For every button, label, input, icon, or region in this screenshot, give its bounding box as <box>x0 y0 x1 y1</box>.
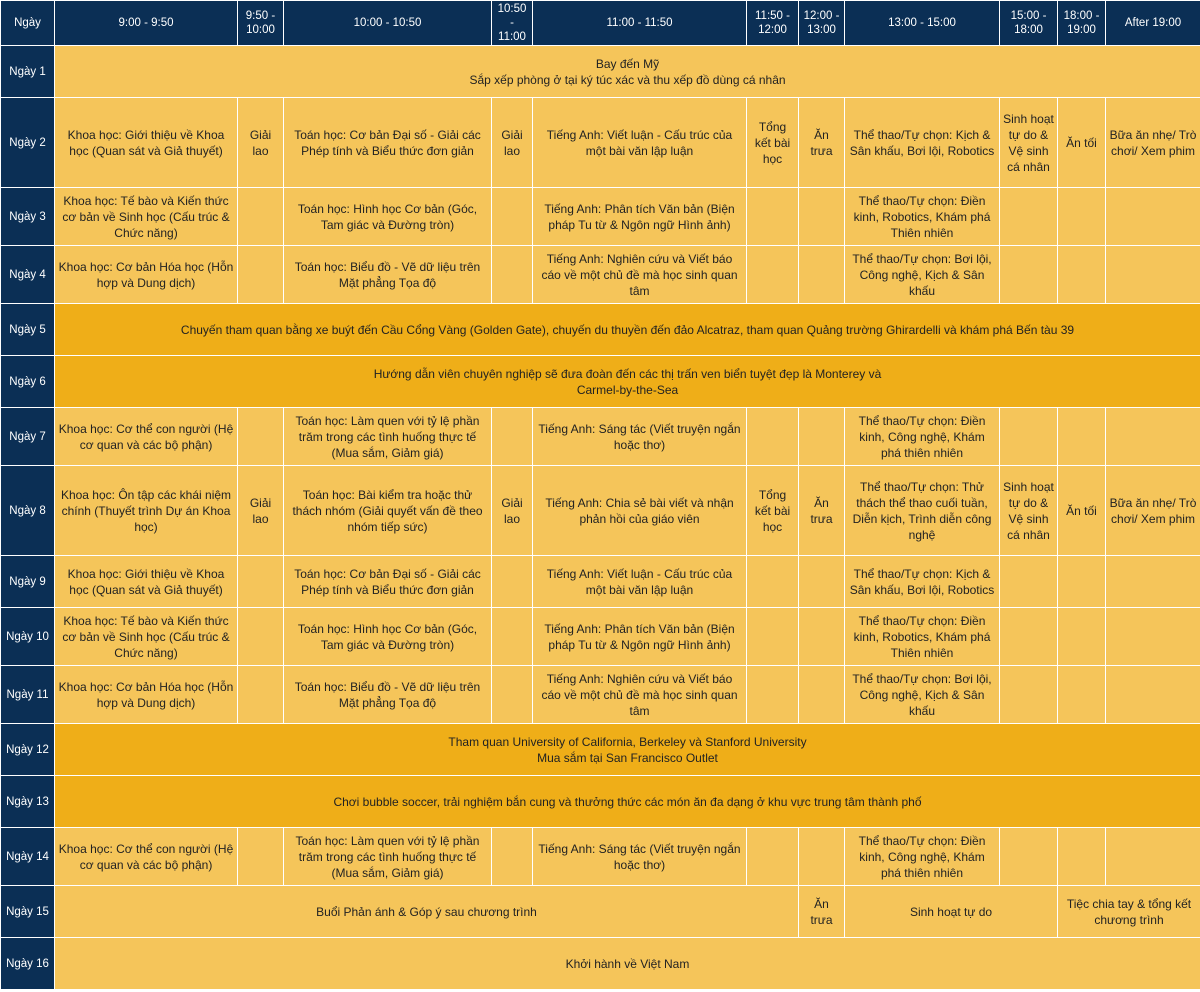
break-cell: Giải lao <box>492 98 533 188</box>
free-time-cell: Sinh hoạt tự do & Vệ sinh cá nhân <box>1000 98 1058 188</box>
arrival-line-1: Bay đến Mỹ <box>595 56 660 71</box>
header-slot: 9:50 - 10:00 <box>238 1 284 46</box>
day-label: Ngày 12 <box>1 724 55 776</box>
empty-cell <box>238 666 284 724</box>
empty-cell <box>1000 408 1058 466</box>
empty-cell <box>747 188 799 246</box>
empty-cell <box>799 666 845 724</box>
empty-cell <box>799 608 845 666</box>
math-cell: Toán học: Hình học Cơ bản (Góc, Tam giác và Đường tròn) <box>284 608 492 666</box>
free-time-cell: Sinh hoạt tự do & Vệ sinh cá nhân <box>1000 466 1058 556</box>
empty-cell <box>1106 246 1200 304</box>
empty-cell <box>492 188 533 246</box>
english-cell: Tiếng Anh: Phân tích Văn bản (Biện pháp Tu từ & Ngôn ngữ Hình ảnh) <box>533 188 747 246</box>
day-row-5 <box>1 304 1200 356</box>
break-cell: Giải lao <box>238 466 284 556</box>
science-cell: Khoa học: Cơ bản Hóa học (Hỗn hợp và Dung dịch) <box>55 666 238 724</box>
sports-cell: Thể thao/Tự chọn: Điền kinh, Robotics, Khám phá Thiên nhiên <box>845 608 1000 666</box>
farewell-cell: Tiệc chia tay & tổng kết chương trình <box>1058 886 1200 938</box>
empty-cell <box>1106 666 1200 724</box>
empty-cell <box>1000 828 1058 886</box>
header-slot: 11:50 - 12:00 <box>747 1 799 46</box>
empty-cell <box>1058 666 1106 724</box>
empty-cell <box>747 608 799 666</box>
break-cell: Giải lao <box>238 98 284 188</box>
english-cell: Tiếng Anh: Nghiên cứu và Viết báo cáo về một chủ đề mà học sinh quan tâm <box>533 246 747 304</box>
header-row <box>1 1 1200 46</box>
excursion-line-1: Hướng dẫn viên chuyên nghiệp sẽ đưa đoàn đến các thị trấn ven biển tuyệt đẹp là Monterey và <box>373 366 882 381</box>
science-cell: Khoa học: Ôn tập các khái niệm chính (Thuyết trình Dự án Khoa học) <box>55 466 238 556</box>
empty-cell <box>1058 408 1106 466</box>
day-label: Ngày 6 <box>1 356 55 408</box>
day-label: Ngày 13 <box>1 776 55 828</box>
day-row-1 <box>1 46 1200 98</box>
evening-cell: Bữa ăn nhẹ/ Trò chơi/ Xem phim <box>1106 98 1200 188</box>
header-slot: 13:00 - 15:00 <box>845 1 1000 46</box>
departure-cell: Khởi hành về Việt Nam <box>55 938 1200 990</box>
header-slot: 18:00 - 19:00 <box>1058 1 1106 46</box>
header-day: Ngày <box>1 1 55 46</box>
day-label: Ngày 15 <box>1 886 55 938</box>
empty-cell <box>1000 188 1058 246</box>
header-slot: 12:00 - 13:00 <box>799 1 845 46</box>
sports-cell: Thể thao/Tự chọn: Điền kinh, Công nghệ, Khám phá thiên nhiên <box>845 828 1000 886</box>
day-label: Ngày 16 <box>1 938 55 990</box>
header-slot: 10:00 - 10:50 <box>284 1 492 46</box>
math-cell: Toán học: Làm quen với tỷ lệ phần trăm trong các tình huống thực tế (Mua sắm, Giảm giá) <box>284 408 492 466</box>
day-row-13 <box>1 776 1200 828</box>
empty-cell <box>238 608 284 666</box>
day-row-16 <box>1 938 1200 990</box>
day-row-10 <box>1 608 1200 666</box>
lunch-cell: Ăn trưa <box>799 886 845 938</box>
empty-cell <box>1058 556 1106 608</box>
empty-cell <box>1000 556 1058 608</box>
math-cell: Toán học: Cơ bản Đại số - Giải các Phép tính và Biểu thức đơn giản <box>284 98 492 188</box>
header-slot: 10:50 - 11:00 <box>492 1 533 46</box>
english-cell: Tiếng Anh: Sáng tác (Viết truyện ngắn hoặc thơ) <box>533 828 747 886</box>
english-cell: Tiếng Anh: Chia sẻ bài viết và nhận phản hồi của giáo viên <box>533 466 747 556</box>
empty-cell <box>1000 666 1058 724</box>
dinner-cell: Ăn tối <box>1058 98 1106 188</box>
science-cell: Khoa học: Cơ bản Hóa học (Hỗn hợp và Dung dịch) <box>55 246 238 304</box>
break-cell: Giải lao <box>492 466 533 556</box>
review-cell: Tổng kết bài học <box>747 466 799 556</box>
english-cell: Tiếng Anh: Viết luận - Cấu trúc của một bài văn lập luận <box>533 556 747 608</box>
empty-cell <box>747 246 799 304</box>
empty-cell <box>1000 608 1058 666</box>
day-label: Ngày 9 <box>1 556 55 608</box>
day-row-14 <box>1 828 1200 886</box>
lunch-cell: Ăn trưa <box>799 98 845 188</box>
day-label: Ngày 3 <box>1 188 55 246</box>
day-row-4 <box>1 246 1200 304</box>
day-label: Ngày 1 <box>1 46 55 98</box>
math-cell: Toán học: Hình học Cơ bản (Góc, Tam giác và Đường tròn) <box>284 188 492 246</box>
day-label: Ngày 2 <box>1 98 55 188</box>
arrival-line-2: Sắp xếp phòng ở tại ký túc xác và thu xếp đồ dùng cá nhân <box>469 72 786 87</box>
empty-cell <box>1058 246 1106 304</box>
empty-cell <box>1058 608 1106 666</box>
day-row-12 <box>1 724 1200 776</box>
empty-cell <box>1000 246 1058 304</box>
dinner-cell: Ăn tối <box>1058 466 1106 556</box>
header-slot: 11:00 - 11:50 <box>533 1 747 46</box>
day-label: Ngày 4 <box>1 246 55 304</box>
sports-cell: Thể thao/Tự chọn: Bơi lội, Công nghệ, Kịch & Sân khấu <box>845 666 1000 724</box>
empty-cell <box>238 828 284 886</box>
arrival-cell <box>55 46 1200 98</box>
empty-cell <box>1106 556 1200 608</box>
empty-cell <box>1106 608 1200 666</box>
day-label: Ngày 7 <box>1 408 55 466</box>
excursion-cell <box>55 356 1200 408</box>
english-cell: Tiếng Anh: Viết luận - Cấu trúc của một bài văn lập luận <box>533 98 747 188</box>
empty-cell <box>1058 188 1106 246</box>
empty-cell <box>492 408 533 466</box>
day-row-9 <box>1 556 1200 608</box>
empty-cell <box>747 666 799 724</box>
review-cell: Tổng kết bài học <box>747 98 799 188</box>
day-label: Ngày 10 <box>1 608 55 666</box>
lunch-cell: Ăn trưa <box>799 466 845 556</box>
day-label: Ngày 11 <box>1 666 55 724</box>
day-row-2 <box>1 98 1200 188</box>
excursion-line-2: Mua sắm tại San Francisco Outlet <box>537 750 718 765</box>
evening-cell: Bữa ăn nhẹ/ Trò chơi/ Xem phim <box>1106 466 1200 556</box>
day-label: Ngày 5 <box>1 304 55 356</box>
empty-cell <box>799 246 845 304</box>
sports-cell: Thể thao/Tự chọn: Bơi lội, Công nghệ, Kịch & Sân khấu <box>845 246 1000 304</box>
empty-cell <box>1106 408 1200 466</box>
empty-cell <box>799 408 845 466</box>
english-cell: Tiếng Anh: Phân tích Văn bản (Biện pháp Tu từ & Ngôn ngữ Hình ảnh) <box>533 608 747 666</box>
empty-cell <box>747 408 799 466</box>
empty-cell <box>492 666 533 724</box>
header-slot: After 19:00 <box>1106 1 1200 46</box>
science-cell: Khoa học: Cơ thể con người (Hệ cơ quan và các bộ phận) <box>55 408 238 466</box>
day-label: Ngày 14 <box>1 828 55 886</box>
header-slot: 15:00 - 18:00 <box>1000 1 1058 46</box>
math-cell: Toán học: Cơ bản Đại số - Giải các Phép tính và Biểu thức đơn giản <box>284 556 492 608</box>
empty-cell <box>238 188 284 246</box>
math-cell: Toán học: Làm quen với tỷ lệ phần trăm trong các tình huống thực tế (Mua sắm, Giảm giá) <box>284 828 492 886</box>
excursion-cell <box>55 724 1200 776</box>
empty-cell <box>1106 188 1200 246</box>
empty-cell <box>492 556 533 608</box>
day-row-7 <box>1 408 1200 466</box>
day-row-3 <box>1 188 1200 246</box>
english-cell: Tiếng Anh: Sáng tác (Viết truyện ngắn hoặc thơ) <box>533 408 747 466</box>
sports-cell: Thể thao/Tự chọn: Điền kinh, Robotics, Khám phá Thiên nhiên <box>845 188 1000 246</box>
math-cell: Toán học: Bài kiểm tra hoặc thử thách nhóm (Giải quyết vấn đề theo nhóm tiếp sức) <box>284 466 492 556</box>
feedback-cell: Buổi Phản ánh & Góp ý sau chương trình <box>55 886 799 938</box>
math-cell: Toán học: Biểu đồ - Vẽ dữ liệu trên Mặt phẳng Tọa độ <box>284 666 492 724</box>
sports-cell: Thể thao/Tự chọn: Kịch & Sân khấu, Bơi lội, Robotics <box>845 98 1000 188</box>
excursion-line-2: Carmel-by-the-Sea <box>576 382 679 397</box>
science-cell: Khoa học: Tế bào và Kiến thức cơ bản về Sinh học (Cấu trúc & Chức năng) <box>55 188 238 246</box>
empty-cell <box>1106 828 1200 886</box>
empty-cell <box>747 556 799 608</box>
empty-cell <box>799 556 845 608</box>
day-row-15 <box>1 886 1200 938</box>
science-cell: Khoa học: Giới thiệu về Khoa học (Quan sát và Giả thuyết) <box>55 556 238 608</box>
day-row-11 <box>1 666 1200 724</box>
day-row-8 <box>1 466 1200 556</box>
free-time-cell: Sinh hoạt tự do <box>845 886 1058 938</box>
science-cell: Khoa học: Tế bào và Kiến thức cơ bản về Sinh học (Cấu trúc & Chức năng) <box>55 608 238 666</box>
day-row-6 <box>1 356 1200 408</box>
excursion-line-1: Tham quan University of California, Berkeley và Stanford University <box>448 734 807 749</box>
sports-cell: Thể thao/Tự chọn: Thử thách thể thao cuối tuần, Diễn kịch, Trình diễn công nghệ <box>845 466 1000 556</box>
excursion-cell: Chơi bubble soccer, trải nghiệm bắn cung và thưởng thức các món ăn đa dạng ở khu vực trung tâm thành phố <box>55 776 1200 828</box>
empty-cell <box>238 408 284 466</box>
empty-cell <box>1058 828 1106 886</box>
header-slot: 9:00 - 9:50 <box>55 1 238 46</box>
sports-cell: Thể thao/Tự chọn: Kịch & Sân khấu, Bơi lội, Robotics <box>845 556 1000 608</box>
empty-cell <box>238 556 284 608</box>
excursion-cell: Chuyến tham quan bằng xe buýt đến Cầu Cổng Vàng (Golden Gate), chuyến du thuyền đến đảo Alcatraz, tham quan Quảng trường Ghirardelli và khám phá Bến tàu 39 <box>55 304 1200 356</box>
empty-cell <box>799 188 845 246</box>
empty-cell <box>799 828 845 886</box>
empty-cell <box>492 246 533 304</box>
science-cell: Khoa học: Cơ thể con người (Hệ cơ quan và các bộ phận) <box>55 828 238 886</box>
empty-cell <box>492 828 533 886</box>
english-cell: Tiếng Anh: Nghiên cứu và Viết báo cáo về một chủ đề mà học sinh quan tâm <box>533 666 747 724</box>
day-label: Ngày 8 <box>1 466 55 556</box>
empty-cell <box>747 828 799 886</box>
math-cell: Toán học: Biểu đồ - Vẽ dữ liệu trên Mặt phẳng Tọa độ <box>284 246 492 304</box>
sports-cell: Thể thao/Tự chọn: Điền kinh, Công nghệ, Khám phá thiên nhiên <box>845 408 1000 466</box>
empty-cell <box>492 608 533 666</box>
science-cell: Khoa học: Giới thiệu về Khoa học (Quan sát và Giả thuyết) <box>55 98 238 188</box>
empty-cell <box>238 246 284 304</box>
